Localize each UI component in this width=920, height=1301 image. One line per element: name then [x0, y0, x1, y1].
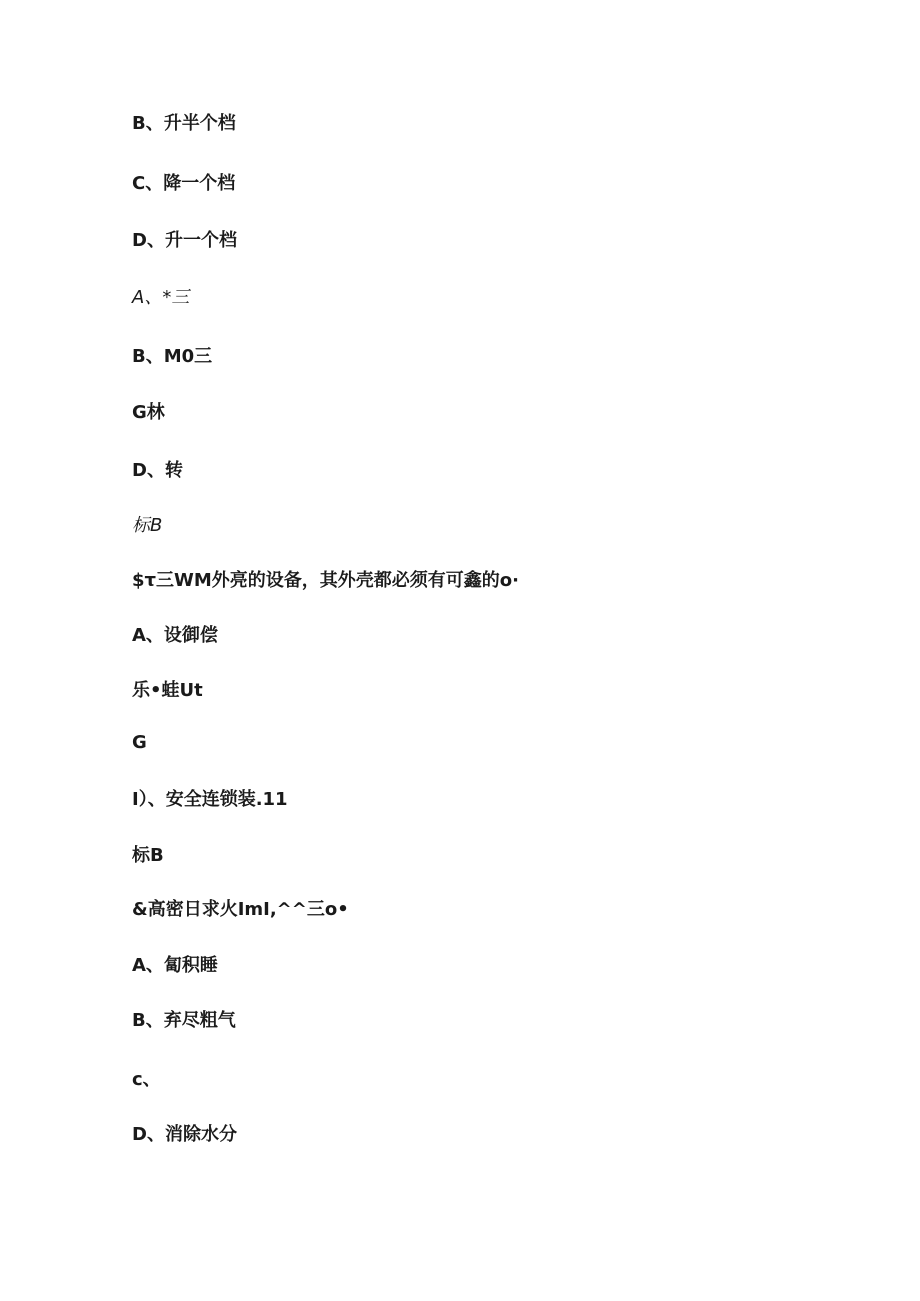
- answer-text: 标B: [132, 845, 164, 866]
- option-b-text: B、弃尽粗气: [132, 1010, 236, 1031]
- option-b-text: B、M0三: [132, 346, 213, 367]
- option-d-text: I）、安全连锁装.11: [132, 789, 288, 810]
- option-a-text: A、*三: [132, 287, 190, 308]
- option-b-text: B、升半个档: [132, 113, 236, 134]
- option-c-text: c、: [132, 1069, 161, 1090]
- option-d-text: D、升一个档: [132, 230, 237, 251]
- option-c-text: C、降一个档: [132, 173, 236, 194]
- option-d-text: D、消除水分: [132, 1124, 237, 1145]
- option-d-text: D、转: [132, 460, 183, 481]
- option-c-text: G: [132, 732, 147, 753]
- option-c-text: G林: [132, 402, 165, 423]
- option-b-text: 乐•蛙Ut: [132, 680, 203, 701]
- question-text: $τ三WM外亮的设备，其外壳都必须有可鑫的o·: [132, 570, 519, 591]
- option-a-text: A、设御偿: [132, 625, 218, 646]
- question-text: &高密日求火ImI,^^三o•: [132, 899, 349, 920]
- option-a-text: A、匐积睡: [132, 955, 218, 976]
- answer-text: 标B: [132, 515, 163, 536]
